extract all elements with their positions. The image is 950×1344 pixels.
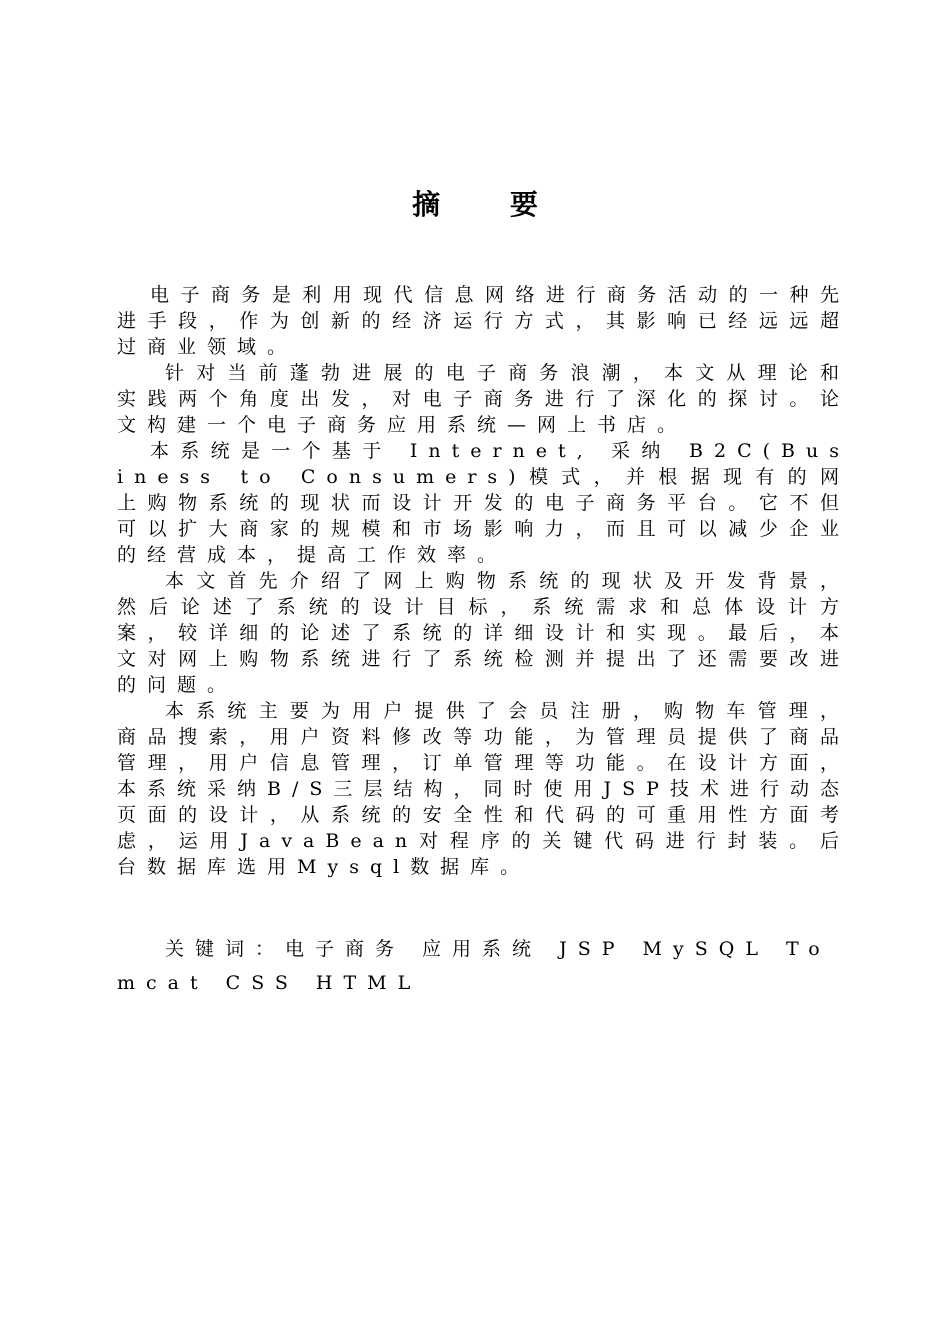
keywords-line: [117, 932, 850, 1000]
abstract-paragraph-1: 电子商务是利用现代信息网络进行商务活动的一种先进手段，作为创新的经济运行方式，其影响已经远远超过商业领域。: [117, 284, 850, 358]
abstract-paragraph-5: 本系统主要为用户提供了会员注册，购物车管理，商品搜索，用户资料修改等功能，为管理员提供了商品管理，用户信息管理，订单管理等功能。在设计方面，本系统采纳B/S三层结构，同时使用JSP技术进行动态页面的设计，从系统的安全性和代码的可重用性方面考虑，运用JavaBean对程序的关键代码进行封装。后台数据库选用Mysql数据库。: [117, 700, 850, 878]
abstract-paragraph-2: 针对当前蓬勃进展的电子商务浪潮，本文从理论和实践两个角度出发，对电子商务进行了深化的探讨。论文构建一个电子商务应用系统—网上书店。: [117, 362, 850, 436]
abstract-body: [117, 282, 850, 880]
abstract-paragraph-4: 本文首先介绍了网上购物系统的现状及开发背景，然后论述了系统的设计目标，系统需求和总体设计方案，较详细的论述了系统的详细设计和实现。最后，本文对网上购物系统进行了系统检测并提出了还需要改进的问题。: [117, 570, 850, 696]
keywords-label: 关键词：: [165, 938, 286, 960]
abstract-paragraph-3: 本系统是一个基于 Internet, 采纳 B2C(Business to Consumers)模式，并根据现有的网上购物系统的现状而设计开发的电子商务平台。它不但可以扩大商家的规模和市场影响力，而且可以减少企业的经营成本，提高工作效率。: [117, 440, 850, 566]
page-title: 摘 要: [412, 188, 568, 221]
keywords-section: [117, 932, 850, 1000]
keywords-items: 电子商务 应用系统 JSP MySQL Tomcat CSS HTML: [117, 938, 831, 994]
